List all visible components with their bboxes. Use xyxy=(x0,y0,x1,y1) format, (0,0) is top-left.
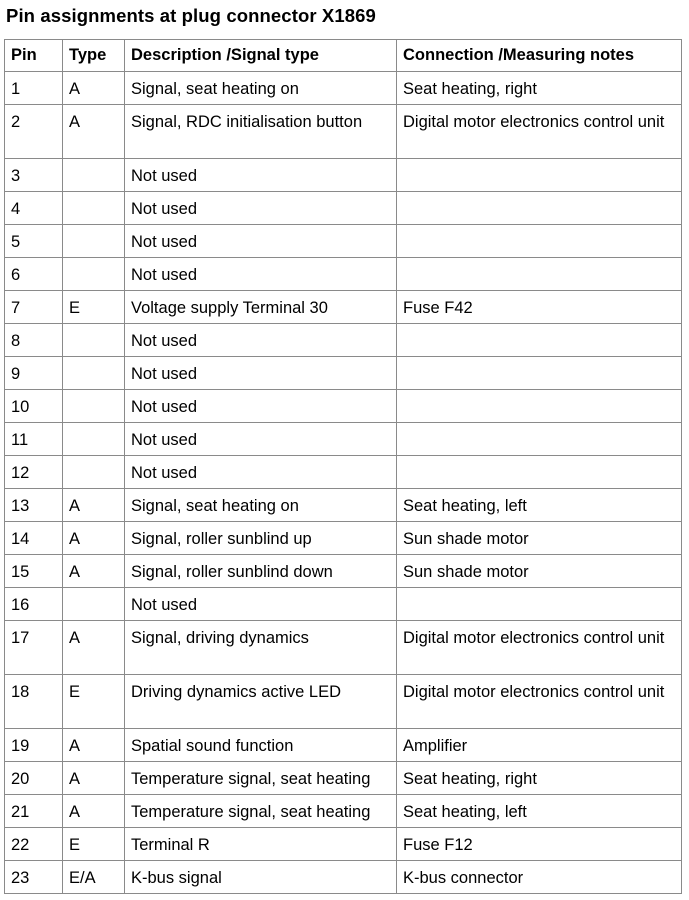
cell-type: A xyxy=(63,489,125,522)
cell-type: A xyxy=(63,795,125,828)
cell-description: K-bus signal xyxy=(125,861,397,894)
cell-type xyxy=(63,192,125,225)
cell-connection: Digital motor electronics control unit xyxy=(397,621,682,675)
table-row xyxy=(5,729,682,762)
table-row xyxy=(5,258,682,291)
cell-type xyxy=(63,324,125,357)
cell-pin: 6 xyxy=(5,258,63,291)
cell-description: Signal, roller sunblind down xyxy=(125,555,397,588)
cell-type xyxy=(63,390,125,423)
cell-description: Not used xyxy=(125,390,397,423)
cell-pin: 16 xyxy=(5,588,63,621)
cell-description: Not used xyxy=(125,588,397,621)
cell-pin: 14 xyxy=(5,522,63,555)
cell-description: Not used xyxy=(125,357,397,390)
column-header-type: Type xyxy=(63,40,125,72)
cell-pin: 7 xyxy=(5,291,63,324)
table-row xyxy=(5,555,682,588)
column-header-connection: Connection /Measuring notes xyxy=(397,40,682,72)
cell-description: Signal, seat heating on xyxy=(125,72,397,105)
cell-connection: Amplifier xyxy=(397,729,682,762)
cell-pin: 19 xyxy=(5,729,63,762)
cell-pin: 3 xyxy=(5,159,63,192)
cell-type xyxy=(63,357,125,390)
cell-description: Not used xyxy=(125,258,397,291)
table-row xyxy=(5,324,682,357)
cell-type: A xyxy=(63,762,125,795)
table-row xyxy=(5,225,682,258)
cell-type: A xyxy=(63,105,125,159)
table-row xyxy=(5,192,682,225)
cell-type xyxy=(63,456,125,489)
cell-pin: 23 xyxy=(5,861,63,894)
table-row xyxy=(5,795,682,828)
cell-pin: 10 xyxy=(5,390,63,423)
cell-type: A xyxy=(63,555,125,588)
cell-type xyxy=(63,588,125,621)
cell-type: E/A xyxy=(63,861,125,894)
column-header-description: Description /Signal type xyxy=(125,40,397,72)
cell-description: Signal, roller sunblind up xyxy=(125,522,397,555)
table-row xyxy=(5,423,682,456)
table-header-row xyxy=(5,40,682,72)
cell-type: E xyxy=(63,675,125,729)
cell-description: Not used xyxy=(125,159,397,192)
table-row xyxy=(5,72,682,105)
cell-type: A xyxy=(63,522,125,555)
cell-description: Not used xyxy=(125,324,397,357)
cell-type xyxy=(63,423,125,456)
cell-connection: Fuse F12 xyxy=(397,828,682,861)
column-header-pin: Pin xyxy=(5,40,63,72)
table-row xyxy=(5,291,682,324)
cell-pin: 20 xyxy=(5,762,63,795)
cell-type: A xyxy=(63,72,125,105)
table-row xyxy=(5,489,682,522)
cell-connection xyxy=(397,588,682,621)
table-row xyxy=(5,861,682,894)
cell-connection xyxy=(397,357,682,390)
cell-description: Signal, driving dynamics xyxy=(125,621,397,675)
cell-pin: 5 xyxy=(5,225,63,258)
cell-connection: Fuse F42 xyxy=(397,291,682,324)
cell-pin: 17 xyxy=(5,621,63,675)
cell-connection xyxy=(397,324,682,357)
cell-connection xyxy=(397,225,682,258)
cell-pin: 11 xyxy=(5,423,63,456)
cell-pin: 9 xyxy=(5,357,63,390)
cell-type xyxy=(63,258,125,291)
cell-connection: Sun shade motor xyxy=(397,522,682,555)
cell-connection: Seat heating, left xyxy=(397,489,682,522)
cell-connection xyxy=(397,159,682,192)
cell-pin: 21 xyxy=(5,795,63,828)
table-row xyxy=(5,588,682,621)
cell-description: Not used xyxy=(125,423,397,456)
table-row xyxy=(5,456,682,489)
cell-pin: 1 xyxy=(5,72,63,105)
table-row xyxy=(5,159,682,192)
table-row xyxy=(5,621,682,675)
table-row xyxy=(5,828,682,861)
cell-connection: K-bus connector xyxy=(397,861,682,894)
cell-connection: Seat heating, left xyxy=(397,795,682,828)
cell-connection: Sun shade motor xyxy=(397,555,682,588)
cell-connection xyxy=(397,258,682,291)
cell-type: A xyxy=(63,621,125,675)
cell-connection: Digital motor electronics control unit xyxy=(397,105,682,159)
page-title: Pin assignments at plug connector X1869 xyxy=(6,5,376,26)
cell-connection xyxy=(397,423,682,456)
cell-pin: 18 xyxy=(5,675,63,729)
cell-description: Terminal R xyxy=(125,828,397,861)
cell-pin: 4 xyxy=(5,192,63,225)
cell-pin: 2 xyxy=(5,105,63,159)
cell-description: Signal, RDC initialisation button xyxy=(125,105,397,159)
table-row xyxy=(5,522,682,555)
cell-type xyxy=(63,159,125,192)
cell-pin: 22 xyxy=(5,828,63,861)
cell-description: Driving dynamics active LED xyxy=(125,675,397,729)
cell-type: E xyxy=(63,291,125,324)
cell-description: Not used xyxy=(125,192,397,225)
cell-pin: 15 xyxy=(5,555,63,588)
cell-description: Signal, seat heating on xyxy=(125,489,397,522)
cell-type xyxy=(63,225,125,258)
table-row xyxy=(5,390,682,423)
cell-description: Voltage supply Terminal 30 xyxy=(125,291,397,324)
cell-description: Not used xyxy=(125,225,397,258)
cell-connection xyxy=(397,456,682,489)
cell-description: Not used xyxy=(125,456,397,489)
cell-connection: Seat heating, right xyxy=(397,762,682,795)
table-row xyxy=(5,357,682,390)
table-row xyxy=(5,675,682,729)
cell-pin: 8 xyxy=(5,324,63,357)
cell-connection: Seat heating, right xyxy=(397,72,682,105)
table-row xyxy=(5,105,682,159)
cell-description: Spatial sound function xyxy=(125,729,397,762)
cell-connection xyxy=(397,390,682,423)
cell-description: Temperature signal, seat heating xyxy=(125,762,397,795)
table-body xyxy=(5,72,682,894)
cell-description: Temperature signal, seat heating xyxy=(125,795,397,828)
cell-connection: Digital motor electronics control unit xyxy=(397,675,682,729)
cell-pin: 13 xyxy=(5,489,63,522)
cell-connection xyxy=(397,192,682,225)
table-row xyxy=(5,762,682,795)
cell-type: A xyxy=(63,729,125,762)
cell-type: E xyxy=(63,828,125,861)
pin-assignment-table xyxy=(4,39,682,894)
cell-pin: 12 xyxy=(5,456,63,489)
